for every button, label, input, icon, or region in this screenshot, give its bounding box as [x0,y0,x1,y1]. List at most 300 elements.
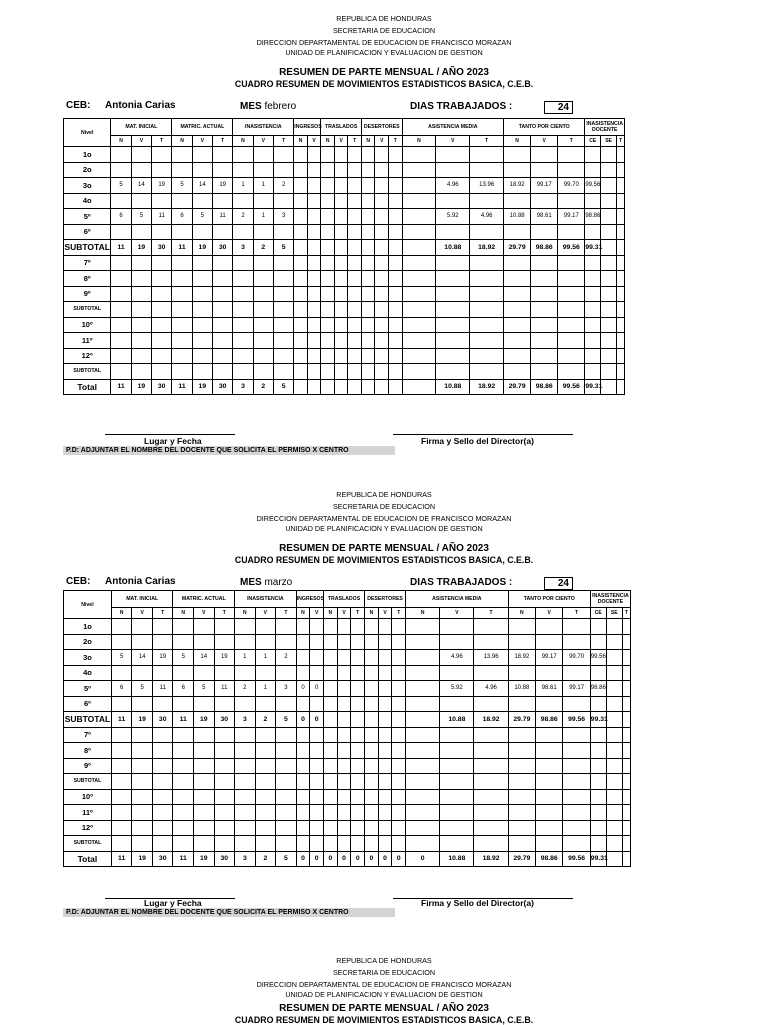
table-cell: 2 [255,712,276,728]
table-cell [294,209,308,225]
table-cell: 11 [152,681,173,697]
table-cell [235,836,256,852]
table-row [64,162,625,178]
table-cell [616,178,624,194]
table-cell [294,240,308,256]
row-label: Total [64,851,112,867]
table-cell [375,364,389,380]
table-cell [111,774,132,790]
table-cell [436,333,470,349]
table-cell [365,758,379,774]
table-cell [601,178,617,194]
table-cell [348,333,362,349]
table-cell [214,665,235,681]
table-cell [389,302,403,318]
table-cell [616,317,624,333]
table-cell: 11 [111,851,132,867]
row-label: SUBTOTAL [64,836,112,852]
table-cell [436,302,470,318]
table-cell [601,224,617,240]
table-cell [536,696,563,712]
table-cell: 11 [111,240,131,256]
table-cell [616,224,624,240]
table-cell [563,836,590,852]
table-cell [601,240,617,256]
table-cell [585,364,601,380]
table-cell [152,727,173,743]
table-cell [361,162,375,178]
table-cell [173,836,194,852]
sub-header: N [402,136,436,147]
table-cell [273,255,293,271]
table-cell: 99.17 [531,178,558,194]
table-cell [402,379,436,395]
table-cell [585,286,601,302]
table-cell [590,634,606,650]
table-cell [402,348,436,364]
table-cell [392,665,406,681]
table-cell [622,774,630,790]
table-cell [436,348,470,364]
header-line-4: UNIDAD DE PLANIFICACION Y EVALUACION DE GESTION [285,48,483,57]
table-cell: 5 [111,650,132,666]
table-cell [365,712,379,728]
table-cell [111,743,132,759]
table-cell: 19 [192,240,212,256]
sub-header: V [337,608,351,619]
row-label: 3o [64,650,112,666]
table-cell [616,286,624,302]
group-header: TRASLADOS [324,591,365,608]
table-cell [622,789,630,805]
table-cell [536,789,563,805]
table-cell [402,333,436,349]
table-cell [192,364,212,380]
table-cell [214,743,235,759]
table-cell [365,650,379,666]
table-cell [585,348,601,364]
table-cell [348,209,362,225]
sub-header: N [324,608,338,619]
table-cell: 3 [235,851,256,867]
table-cell [152,317,172,333]
table-cell [365,789,379,805]
table-cell [235,805,256,821]
table-cell [389,162,403,178]
ceb-name: Antonia Carias [105,100,176,111]
table-cell [214,634,235,650]
table-cell [194,665,215,681]
table-cell [296,665,310,681]
table-cell [601,379,617,395]
table-cell [307,224,321,240]
table-cell [563,743,590,759]
table-cell [406,712,440,728]
table-cell [392,712,406,728]
table-cell [361,317,375,333]
table-cell [348,162,362,178]
sub-header: T [348,136,362,147]
table-cell [563,805,590,821]
table-cell [508,836,535,852]
table-cell [531,302,558,318]
table-cell: 14 [132,650,153,666]
table-cell [361,302,375,318]
table-cell [365,774,379,790]
table-cell [436,224,470,240]
table-cell [474,743,508,759]
row-label: Total [64,379,111,395]
group-header: INASISTENCIA DOCENTE [590,591,630,608]
table-cell: 30 [214,712,235,728]
table-cell [616,302,624,318]
table-cell [235,727,256,743]
table-cell [601,317,617,333]
table-cell [334,178,348,194]
table-cell [622,712,630,728]
table-cell: 0 [310,681,324,697]
table-cell: 29.79 [508,851,535,867]
group-header: TANTO POR CIENTO [508,591,590,608]
table-cell [440,634,474,650]
table-cell [470,317,504,333]
table-cell [253,286,273,302]
table-cell [321,209,335,225]
table-cell [392,619,406,635]
table-cell: 3 [235,712,256,728]
table-cell [563,820,590,836]
sub-header: N [504,136,531,147]
table-cell [294,348,308,364]
table-cell [310,619,324,635]
table-cell [172,193,192,209]
table-cell [508,789,535,805]
table-cell [504,364,531,380]
table-cell [235,774,256,790]
table-row [64,286,625,302]
table-cell [192,255,212,271]
table-cell [402,193,436,209]
table-cell [321,162,335,178]
table-cell [233,364,253,380]
table-cell: 5.92 [436,209,470,225]
table-cell [192,317,212,333]
table-cell [111,805,132,821]
table-cell [324,820,338,836]
table-cell [389,178,403,194]
table-cell [273,271,293,287]
table-cell [436,271,470,287]
table-cell [348,348,362,364]
lugar-fecha: Lugar y Fecha [144,436,202,446]
table-cell [536,836,563,852]
ceb-label: CEB: [66,576,91,587]
table-cell [504,224,531,240]
table-cell [606,836,622,852]
table-cell [132,696,153,712]
table-row [64,634,631,650]
table-cell [622,805,630,821]
table-cell [334,286,348,302]
table-cell [474,836,508,852]
sub-header: T [563,608,590,619]
table-cell [402,302,436,318]
sub-header: T [152,608,173,619]
table-cell [334,364,348,380]
table-cell [365,743,379,759]
table-cell [235,634,256,650]
table-cell [152,805,173,821]
table-cell [212,302,232,318]
table-cell [192,302,212,318]
table-cell [474,696,508,712]
table-cell [504,302,531,318]
sub-header: V [132,608,153,619]
table-cell [324,619,338,635]
table-cell [214,836,235,852]
table-cell: 99.31 [590,712,606,728]
table-cell [307,364,321,380]
table-cell [406,743,440,759]
table-cell [440,727,474,743]
sub-header: V [531,136,558,147]
table-cell [273,348,293,364]
table-cell [348,193,362,209]
row-label: 12º [64,348,111,364]
sub-header: V [253,136,273,147]
table-cell [470,364,504,380]
table-cell [321,286,335,302]
table-cell [321,379,335,395]
table-cell [337,758,351,774]
table-cell [558,147,585,163]
sub-header: T [616,136,624,147]
table-cell [375,271,389,287]
table-cell [111,224,131,240]
table-cell [585,333,601,349]
header-line-2: SECRETARIA DE EDUCACION [332,502,436,511]
table-cell [406,805,440,821]
table-cell [337,805,351,821]
table-cell [351,836,365,852]
table-cell [392,743,406,759]
header-line-4: UNIDAD DE PLANIFICACION Y EVALUACION DE GESTION [285,990,483,999]
table-cell [378,650,392,666]
table-cell [392,681,406,697]
table-cell [253,255,273,271]
table-cell [294,286,308,302]
sub-header: V [334,136,348,147]
table-cell: 30 [152,712,173,728]
row-label: 6º [64,224,111,240]
firma-director: Firma y Sello del Director(a) [421,898,534,908]
table-cell [255,774,276,790]
table-cell: 99.56 [558,240,585,256]
sub-header: CE [585,136,601,147]
table-cell [606,743,622,759]
table-cell [348,364,362,380]
table-cell [296,619,310,635]
table-cell [470,224,504,240]
row-label: SUBTOTAL [64,712,112,728]
table-cell [531,193,558,209]
table-cell: 1 [253,209,273,225]
table-cell [307,255,321,271]
table-cell [307,178,321,194]
table-cell [504,147,531,163]
table-cell [601,193,617,209]
table-cell: 0 [378,851,392,867]
table-cell [406,619,440,635]
table-cell [622,665,630,681]
table-cell [172,286,192,302]
table-cell [310,836,324,852]
table-cell [131,224,151,240]
table-cell [361,271,375,287]
table-cell [152,286,172,302]
table-cell [152,820,173,836]
table-cell: 5 [276,851,297,867]
table-cell [324,665,338,681]
table-cell [474,789,508,805]
group-header: INASISTENCIA [233,119,294,136]
header-line-1: REPUBLICA DE HONDURAS [336,14,432,23]
table-cell [622,820,630,836]
table-cell [375,224,389,240]
table-cell [276,774,297,790]
table-cell [172,364,192,380]
table-cell [563,665,590,681]
table-cell [389,255,403,271]
table-cell [616,193,624,209]
table-cell [321,271,335,287]
table-cell: 5 [132,681,153,697]
table-cell [375,240,389,256]
table-cell: 3 [276,681,297,697]
table-cell: 5 [111,178,131,194]
table-cell [192,193,212,209]
table-cell [504,348,531,364]
table-cell [132,743,153,759]
table-cell: 29.79 [508,712,535,728]
header-line-1: REPUBLICA DE HONDURAS [336,956,432,965]
table-cell: 4.96 [436,178,470,194]
table-cell [324,836,338,852]
table-cell [601,147,617,163]
table-cell: 99.17 [563,681,590,697]
table-cell: 14 [131,178,151,194]
table-cell [294,271,308,287]
table-cell: 3 [273,209,293,225]
sub-header: CE [590,608,606,619]
table-cell: 2 [253,240,273,256]
table-cell [296,696,310,712]
table-cell [606,758,622,774]
table-cell [131,302,151,318]
table-cell [310,789,324,805]
table-cell [622,634,630,650]
table-cell: 2 [233,209,253,225]
table-cell [307,333,321,349]
group-header: INASISTENCIA [235,591,297,608]
table-cell: 98.86 [531,379,558,395]
table-cell [365,727,379,743]
table-cell [474,727,508,743]
table-row [64,820,631,836]
table-cell [601,302,617,318]
table-cell [172,302,192,318]
sub-header: SE [601,136,617,147]
table-cell [212,162,232,178]
sub-header: N [173,608,194,619]
row-label: 7º [64,727,112,743]
table-cell [152,224,172,240]
table-cell [389,379,403,395]
table-cell [233,302,253,318]
table-cell [296,789,310,805]
table-cell [558,271,585,287]
table-cell [563,758,590,774]
table-cell [324,712,338,728]
table-cell [131,286,151,302]
table-cell [173,665,194,681]
table-cell: 98.86 [585,209,601,225]
table-cell [321,224,335,240]
table-cell [470,302,504,318]
table-cell [255,634,276,650]
table-cell [276,619,297,635]
table-cell [334,317,348,333]
table-cell [334,379,348,395]
sub-header: T [389,136,403,147]
table-cell [402,255,436,271]
table-cell [192,286,212,302]
table-cell [378,758,392,774]
table-cell [294,317,308,333]
table-row [64,224,625,240]
table-cell [361,178,375,194]
table-cell [294,147,308,163]
table-cell: 2 [273,178,293,194]
table-cell [337,696,351,712]
table-cell [131,364,151,380]
table-row [64,696,631,712]
table-cell [296,820,310,836]
table-cell [172,162,192,178]
table-cell: 19 [152,650,173,666]
table-cell [558,302,585,318]
table-cell [590,743,606,759]
table-cell [233,348,253,364]
table-cell [622,836,630,852]
table-cell [307,317,321,333]
table-cell [310,665,324,681]
table-cell [152,147,172,163]
table-cell: 99.31 [590,851,606,867]
group-header: MATRIC. ACTUAL [172,119,233,136]
table-cell [253,224,273,240]
group-header: DESERTORES [365,591,406,608]
table-cell: 99.31 [585,240,601,256]
table-cell: 1 [255,681,276,697]
table-cell [334,193,348,209]
table-cell [152,619,173,635]
table-cell [351,774,365,790]
table-cell [152,743,173,759]
table-cell: 18.92 [508,650,535,666]
table-cell [235,743,256,759]
table-cell: 18.92 [504,178,531,194]
